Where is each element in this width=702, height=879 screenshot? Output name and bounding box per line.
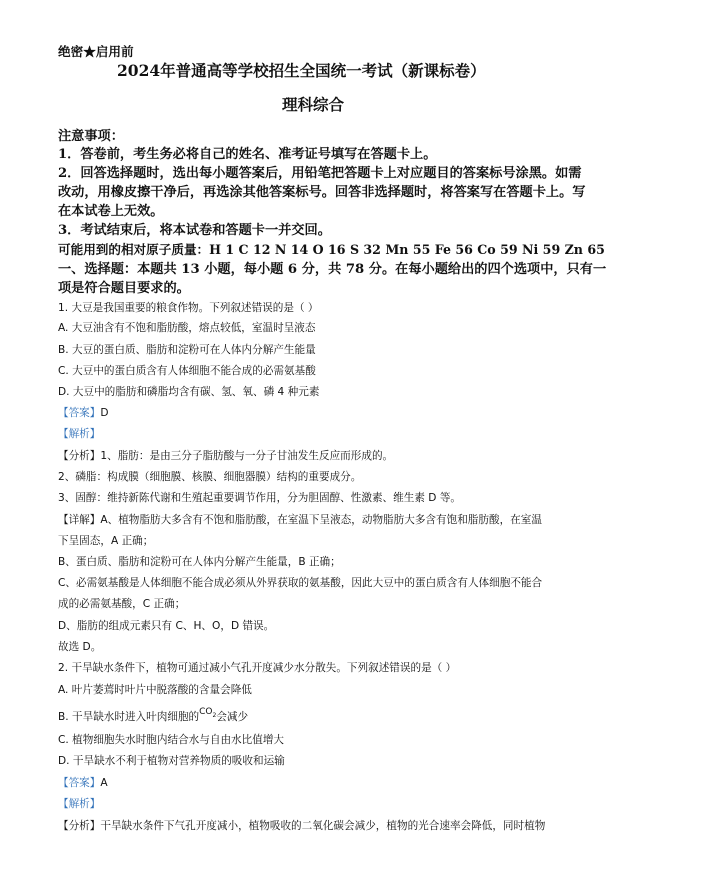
q2-answer <box>58 777 108 790</box>
section-1-line-2: 项是符合题目要求的。 <box>58 281 190 296</box>
q1-detail-c-1: C、必需氨基酸是人体细胞不能合成必须从外界获取的氨基酸，因此大豆中的蛋白质含有人体细胞不能合 <box>58 577 543 589</box>
q2-analysis-tag: 【解析】 <box>58 798 101 810</box>
co2-formula: CO2 <box>199 707 217 719</box>
note-2-line-3: 在本试卷上无效。 <box>58 204 164 219</box>
q2-fenxi-1: 【分析】干旱缺水条件下气孔开度减小，植物吸收的二氧化碳会减少，植物的光合速率会降低，同时植物 <box>58 820 546 832</box>
q1-detail-c-2: 成的必需氨基酸，C 正确； <box>58 598 186 610</box>
q2-option-a: A. 叶片萎蔫时叶片中脱落酸的含量会降低 <box>58 684 252 696</box>
answer-value: D <box>100 407 109 419</box>
answer-tag: 【答案】 <box>58 777 101 789</box>
q1-detail-a-2: 下呈固态，A 正确； <box>58 535 154 547</box>
q1-detail-a-1: 【详解】A、植物脂肪大多含有不饱和脂肪酸，在室温下呈液态，动物脂肪大多含有饱和脂肪酸，在室温 <box>58 514 542 526</box>
q1-analysis-tag: 【解析】 <box>58 428 101 440</box>
fenxi-tag: 【分析】 <box>58 450 101 462</box>
secret-label: 绝密★启用前 <box>58 44 134 59</box>
q2-option-b: B. 干旱缺水时进入叶肉细胞的$^{CO_2}$会减少 <box>58 707 249 723</box>
q1-fenxi-3: 3、固醇：维持新陈代谢和生殖起重要调节作用，分为胆固醇、性激素、维生素 D 等。 <box>58 492 462 504</box>
answer-value: A <box>100 777 108 789</box>
note-1: 1．答卷前，考生务必将自己的姓名、准考证号填写在答题卡上。 <box>58 147 437 162</box>
q2-option-d: D. 干旱缺水不利于植物对营养物质的吸收和运输 <box>58 755 285 767</box>
exam-title: 2024年普通高等学校招生全国统一考试（新课标卷） <box>117 61 486 80</box>
note-2-line-1: 2．回答选择题时，选出每小题答案后，用铅笔把答题卡上对应题目的答案标号涂黑。如需 <box>58 166 582 181</box>
q1-conclusion: 故选 D。 <box>58 641 102 653</box>
q1-answer <box>58 407 109 420</box>
notes-title: 注意事项： <box>58 129 124 144</box>
fenxi-tag: 【分析】 <box>58 820 101 832</box>
q1-fenxi-2: 2、磷脂：构成膜（细胞膜、核膜、细胞器膜）结构的重要成分。 <box>58 471 362 483</box>
q1-detail-d: D、脂肪的组成元素只有 C、H、O，D 错误。 <box>58 620 275 632</box>
q1-option-a: A. 大豆油含有不饱和脂肪酸，熔点较低，室温时呈液态 <box>58 322 316 334</box>
q1-option-b: B. 大豆的蛋白质、脂肪和淀粉可在人体内分解产生能量 <box>58 344 316 356</box>
q1-option-d: D. 大豆中的脂肪和磷脂均含有碳、氢、氧、磷 4 种元素 <box>58 386 320 398</box>
note-3: 3．考试结束后，将本试卷和答题卡一并交回。 <box>58 223 331 238</box>
q1-stem: 1. 大豆是我国重要的粮食作物。下列叙述错误的是（ ） <box>58 302 319 314</box>
xiangjie-tag: 【详解】 <box>58 514 101 526</box>
q1-fenxi-1: 【分析】1、脂肪：是由三分子脂肪酸与一分子甘油发生反应而形成的。 <box>58 450 394 462</box>
note-2-line-2: 改动，用橡皮擦干净后，再选涂其他答案标号。回答非选择题时，将答案写在答题卡上。写 <box>58 185 586 200</box>
section-1-line-1: 一、选择题：本题共 13 小题，每小题 6 分，共 78 分。在每小题给出的四个选项中，只有一 <box>58 262 607 277</box>
q2-option-c: C. 植物细胞失水时胞内结合水与自由水比值增大 <box>58 734 285 746</box>
answer-tag: 【答案】 <box>58 407 101 419</box>
q1-option-c: C. 大豆中的蛋白质含有人体细胞不能合成的必需氨基酸 <box>58 365 316 377</box>
atomic-mass-line: 可能用到的相对原子质量：H 1 C 12 N 14 O 16 S 32 Mn 55 Fe 56 Co 59 Ni 59 Zn 65 <box>58 242 605 257</box>
q2-stem: 2. 干旱缺水条件下，植物可通过减小气孔开度减少水分散失。下列叙述错误的是（ ） <box>58 662 457 674</box>
q1-detail-b: B、蛋白质、脂肪和淀粉可在人体内分解产生能量，B 正确； <box>58 556 341 568</box>
subject-title: 理科综合 <box>282 95 345 114</box>
